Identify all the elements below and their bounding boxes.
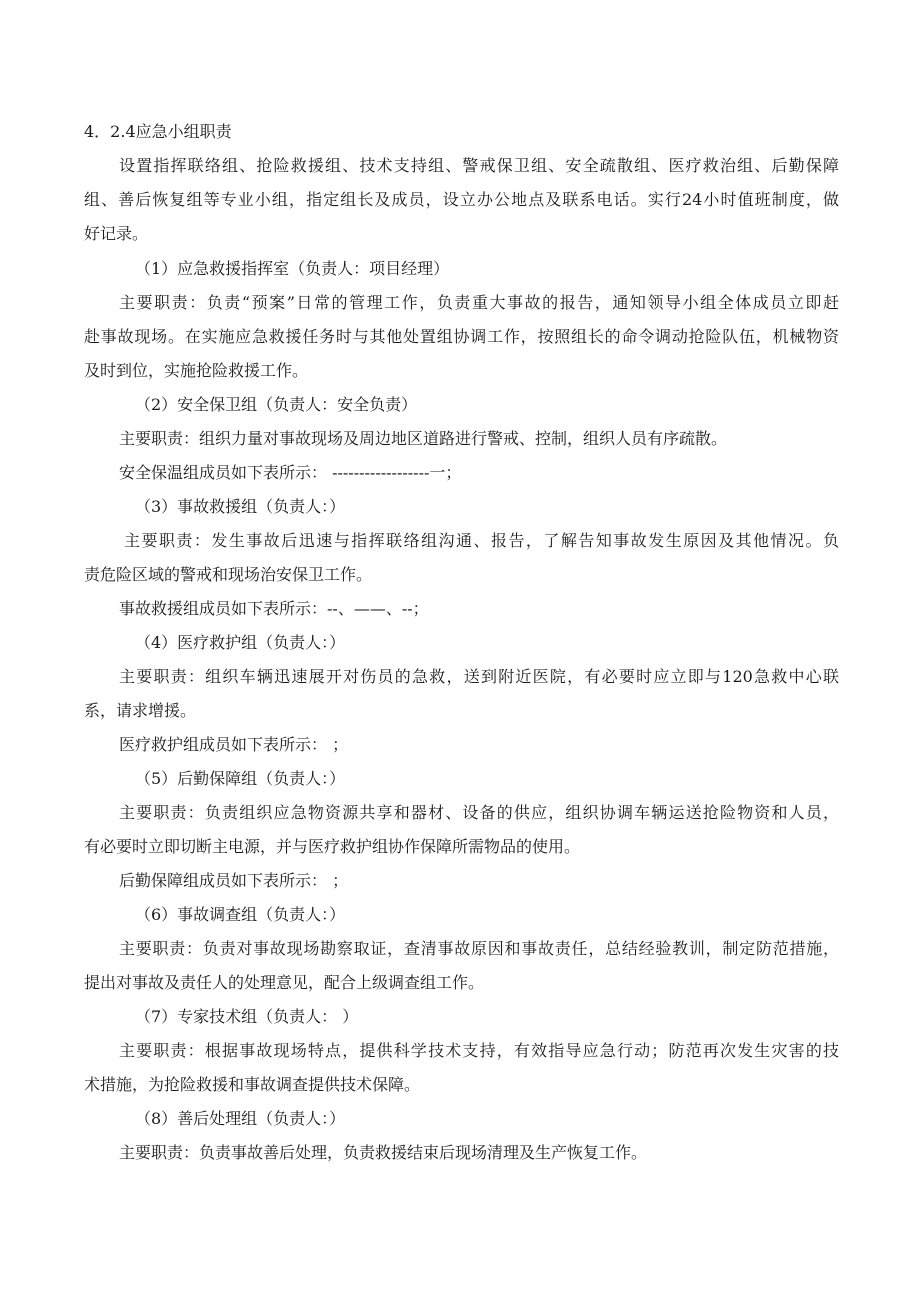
intro-line-1: 设置指挥联络组、抢险救援组、技术支持组、警戒保卫组、安全疏散组、医疗救治组、后勤保障 <box>119 156 839 175</box>
intro-line-2: 组、善后恢复组等专业小组，指定组长及成员，设立办公地点及联系电话。实行24小时值班制度，做 <box>84 190 839 209</box>
group-1-duty-line-1: 主要职责：负责“预案”日常的管理工作，负责重大事故的报告，通知领导小组全体成员立即赶 <box>119 293 839 312</box>
group-6-title: （6）事故调查组（负责人：） <box>135 905 346 924</box>
group-5-duty-line-1: 主要职责：负责组织应急物资源共享和器材、设备的供应，组织协调车辆运送抢险物资和人员， <box>119 803 839 822</box>
group-1-title: （1）应急救援指挥室（负责人：项目经理） <box>135 259 450 278</box>
group-8-title: （8）善后处理组（负责人：） <box>135 1109 346 1128</box>
group-6-duty-line-1: 主要职责：负责对事故现场勘察取证，查清事故原因和事故责任，总结经验教训，制定防范措施， <box>119 939 839 958</box>
group-3-duty-line-1: 主要职责：发生事故后迅速与指挥联络组沟通、报告，了解告知事故发生原因及其他情况。负 <box>124 531 839 550</box>
group-1-duty-line-3: 及时到位，实施抢险救援工作。 <box>84 361 309 380</box>
group-4-duty-line-2: 系，请求增援。 <box>84 701 197 720</box>
intro-line-3: 好记录。 <box>84 224 149 243</box>
group-5-members: 后勤保障组成员如下表所示： ； <box>119 871 349 890</box>
group-7-title: （7）专家技术组（负责人： ） <box>135 1007 359 1026</box>
group-7-duty-line-2: 术措施，为抢险救援和事故调查提供技术保障。 <box>84 1075 421 1094</box>
group-6-duty-line-2: 提出对事故及责任人的处理意见，配合上级调查组工作。 <box>84 973 485 992</box>
group-4-title: （4）医疗救护组（负责人：） <box>135 633 346 652</box>
group-4-duty-line-1: 主要职责：组织车辆迅速展开对伤员的急救，送到附近医院，有必要时应立即与120急救中心联 <box>119 667 839 686</box>
group-1-duty-line-2: 赴事故现场。在实施应急救援任务时与其他处置组协调工作，按照组长的命令调动抢险队伍，机械物资 <box>84 327 839 346</box>
group-2-title: （2）安全保卫组（负责人：安全负责） <box>135 395 418 414</box>
group-4-members: 医疗救护组成员如下表所示： ； <box>119 735 349 754</box>
group-5-duty-line-2: 有必要时立即切断主电源，并与医疗救护组协作保障所需物品的使用。 <box>84 837 581 856</box>
group-2-duty-line-1: 主要职责：组织力量对事故现场及周边地区道路进行警戒、控制，组织人员有序疏散。 <box>119 429 728 448</box>
group-7-duty-line-1: 主要职责：根据事故现场特点，提供科学技术支持，有效指导应急行动；防范再次发生灾害的技 <box>119 1041 839 1060</box>
group-8-duty-line-1: 主要职责：负责事故善后处理，负责救援结束后现场清理及生产恢复工作。 <box>119 1143 648 1162</box>
group-3-members: 事故救援组成员如下表所示：--、——、--； <box>119 599 429 618</box>
group-3-title: （3）事故救援组（负责人：） <box>135 497 346 516</box>
section-heading: 4．2.4应急小组职责 <box>84 122 232 141</box>
group-2-members: 安全保温组成员如下表所示： ------------------一； <box>119 463 462 482</box>
group-3-duty-line-2: 责危险区域的警戒和现场治安保卫工作。 <box>84 565 373 584</box>
group-5-title: （5）后勤保障组（负责人：） <box>135 769 346 788</box>
